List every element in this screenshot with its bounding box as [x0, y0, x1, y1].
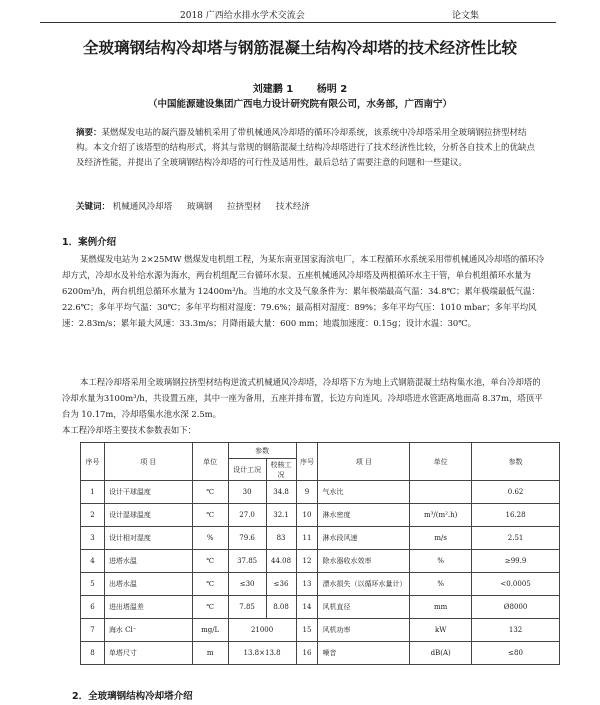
- cell-merged-value: 21000: [228, 619, 296, 642]
- keywords-label: 关键词：: [76, 202, 111, 212]
- paragraph-case-text: 某燃煤发电站为 2×25MW 燃煤发电机组工程，为某东南亚国家海滨电厂，本工程循环水系统采用带机械通风冷却塔的循环冷却方式，冷却水及补给水源为海水，两台机组配三台循环水泵、五座机械通风冷却塔及两根循环水主干管，单台机组循环水量为 6200m³/h，两台机组总循环水量为 12400m³/h。当地的水文及气象条件为：累年极端最高气温：34.8℃；累年极端最低气温：22.6℃；多年平均气温：30℃；多年平均相对湿度：79.6%；最高相对湿度：89%；多年平均气压：1010 mbar；多年平均风速：2.83m/s；累年最大风速：33.3m/s；月降雨最大量：600 mm；地震加速度：0.15g；设计水温：30℃。: [62, 254, 545, 328]
- cell-no: 3: [81, 527, 105, 550]
- keyword: 玻璃钢: [186, 202, 213, 212]
- keyword: 机械通风冷却塔: [112, 202, 173, 212]
- cell-check: 32.1: [266, 504, 296, 527]
- cell-unit: %: [192, 527, 228, 550]
- authors: [0, 80, 600, 95]
- cell-no-2: 11: [296, 527, 318, 550]
- parameters-table: [80, 442, 560, 665]
- table-row: [81, 481, 560, 504]
- cell-item-2: 淋水密度: [318, 504, 410, 527]
- table-row: [81, 527, 560, 550]
- cell-item-2: 淋水段风速: [318, 527, 410, 550]
- cell-unit: ℃: [192, 596, 228, 619]
- header-conference: 2018 广西给水排水学术交流会: [180, 11, 305, 21]
- running-header: [40, 6, 556, 23]
- table-caption: 本工程冷却塔主要技术参数表如下：: [62, 425, 196, 435]
- cell-no-2: 10: [296, 504, 318, 527]
- cell-item-2: 噪音: [318, 642, 410, 665]
- cell-design: ≤30: [228, 573, 266, 596]
- cell-check: 83: [266, 527, 296, 550]
- cell-value-2: <0.0005: [472, 573, 560, 596]
- abstract-text: 某燃煤发电站的凝汽器及辅机采用了带机械通风冷却塔的循环冷却系统，该系统中冷却塔采用全玻璃钢拉挤型材结构。本文介绍了该塔型的结构形式，将其与常规的钢筋混凝土结构冷却塔进行了技术经济性比较，分析各自技术上的优缺点及经济性能，并提出了全玻璃钢结构冷却塔的可行性及适用性，最后总结了需要注意的问题和一些建议。: [76, 128, 536, 168]
- cell-item: 出塔水温: [104, 573, 192, 596]
- table-row: [81, 596, 560, 619]
- cell-no-2: 15: [296, 619, 318, 642]
- cell-no: 6: [81, 596, 105, 619]
- cell-no-2: 14: [296, 596, 318, 619]
- header-proceedings: 论文集: [452, 11, 480, 21]
- cell-no: 4: [81, 550, 105, 573]
- cell-item: 设计干球温度: [104, 481, 192, 504]
- table-row: [81, 504, 560, 527]
- paragraph-tower-text: 本工程冷却塔采用全玻璃钢拉挤型材结构逆流式机械通风冷却塔，冷却塔下方为地上式钢筋混凝土结构集水池，单台冷却塔的冷却水量为3100m³/h，共设置五座，其中一座为备用，五座并排布置，长边方向连风。冷却塔进水管距离地面高 8.37m，塔顶平台为 10.17m，冷却塔集水池水深 2.5m。: [62, 377, 543, 419]
- cell-unit: ℃: [192, 550, 228, 573]
- author-1: 刘建鹏 1: [252, 84, 294, 95]
- cell-item-2: 漂水损失（以循环水量计）: [318, 573, 410, 596]
- header-unit: 单位: [192, 443, 228, 481]
- cell-unit-2: m/s: [410, 527, 472, 550]
- author-2: 杨明 2: [316, 84, 348, 95]
- cell-design: 37.85: [228, 550, 266, 573]
- cell-no-2: 16: [296, 642, 318, 665]
- affiliation: （中国能源建设集团广西电力设计研究院有限公司，水务部，广西南宁）: [147, 99, 452, 110]
- cell-unit: ℃: [192, 481, 228, 504]
- keyword: 技术经济: [275, 202, 310, 212]
- cell-unit: ℃: [192, 504, 228, 527]
- cell-value-2: Ø8000: [472, 596, 560, 619]
- cell-no: 8: [81, 642, 105, 665]
- keywords: [76, 200, 536, 212]
- header-item: 项 目: [104, 443, 192, 481]
- cell-unit-2: mm: [410, 596, 472, 619]
- cell-item-2: 风机直径: [318, 596, 410, 619]
- section-heading-2: 2．全玻璃钢结构冷却塔介绍: [72, 691, 193, 702]
- cell-value-2: 2.51: [472, 527, 560, 550]
- cell-design: 7.85: [228, 596, 266, 619]
- cell-no: 2: [81, 504, 105, 527]
- paragraph-case: [62, 251, 546, 331]
- cell-item: 设计湿球温度: [104, 504, 192, 527]
- cell-unit-2: kW: [410, 619, 472, 642]
- cell-no: 7: [81, 619, 105, 642]
- cell-no-2: 13: [296, 573, 318, 596]
- cell-unit-2: %: [410, 573, 472, 596]
- cell-check: 8.08: [266, 596, 296, 619]
- abstract-label: 摘要：: [76, 128, 102, 138]
- abstract: [76, 126, 536, 171]
- cell-no: 1: [81, 481, 105, 504]
- cell-item: 设计相对湿度: [104, 527, 192, 550]
- cell-item: 进塔水温: [104, 550, 192, 573]
- cell-unit-2: [410, 481, 472, 504]
- cell-no-2: 9: [296, 481, 318, 504]
- table-row: [81, 619, 560, 642]
- cell-value-2: 132: [472, 619, 560, 642]
- cell-value-2: ≥99.9: [472, 550, 560, 573]
- header-unit-2: 单位: [410, 443, 472, 481]
- cell-item: 海水 Cl⁻: [104, 619, 192, 642]
- header-no-2: 序号: [296, 443, 318, 481]
- cell-merged-value: 13.8×13.8: [228, 642, 296, 665]
- header-no: 序号: [81, 443, 105, 481]
- header-item-2: 项 目: [318, 443, 410, 481]
- cell-check: ≤36: [266, 573, 296, 596]
- table-row: [81, 642, 560, 665]
- cell-design: 27.0: [228, 504, 266, 527]
- header-params: 参数: [228, 443, 296, 459]
- cell-value-2: ≤80: [472, 642, 560, 665]
- cell-item-2: 气水比: [318, 481, 410, 504]
- cell-value-2: 0.62: [472, 481, 560, 504]
- cell-unit-2: m³/(m².h): [410, 504, 472, 527]
- cell-check: 34.8: [266, 481, 296, 504]
- cell-unit-2: %: [410, 550, 472, 573]
- paper-title: 全玻璃钢结构冷却塔与钢筋混凝土结构冷却塔的技术经济性比较: [82, 39, 517, 57]
- cell-no: 5: [81, 573, 105, 596]
- cell-value-2: 16.28: [472, 504, 560, 527]
- cell-item: 进出塔温差: [104, 596, 192, 619]
- cell-unit: mg/L: [192, 619, 228, 642]
- cell-unit: m: [192, 642, 228, 665]
- cell-design: 30: [228, 481, 266, 504]
- paragraph-tower: [62, 374, 546, 422]
- header-params-2: 参数: [472, 443, 560, 481]
- table-row: [81, 550, 560, 573]
- cell-check: 44.08: [266, 550, 296, 573]
- cell-item: 单塔尺寸: [104, 642, 192, 665]
- cell-unit-2: dB(A): [410, 642, 472, 665]
- header-design: 设计工况: [228, 459, 266, 481]
- header-check: 校核工况: [266, 459, 296, 481]
- cell-item-2: 除水器收水效率: [318, 550, 410, 573]
- cell-item-2: 风机功率: [318, 619, 410, 642]
- cell-unit: ℃: [192, 573, 228, 596]
- cell-design: 79.6: [228, 527, 266, 550]
- section-heading-1: 1．案例介绍: [62, 237, 117, 248]
- cell-no-2: 12: [296, 550, 318, 573]
- keyword: 拉挤型材: [227, 202, 262, 212]
- table-row: [81, 573, 560, 596]
